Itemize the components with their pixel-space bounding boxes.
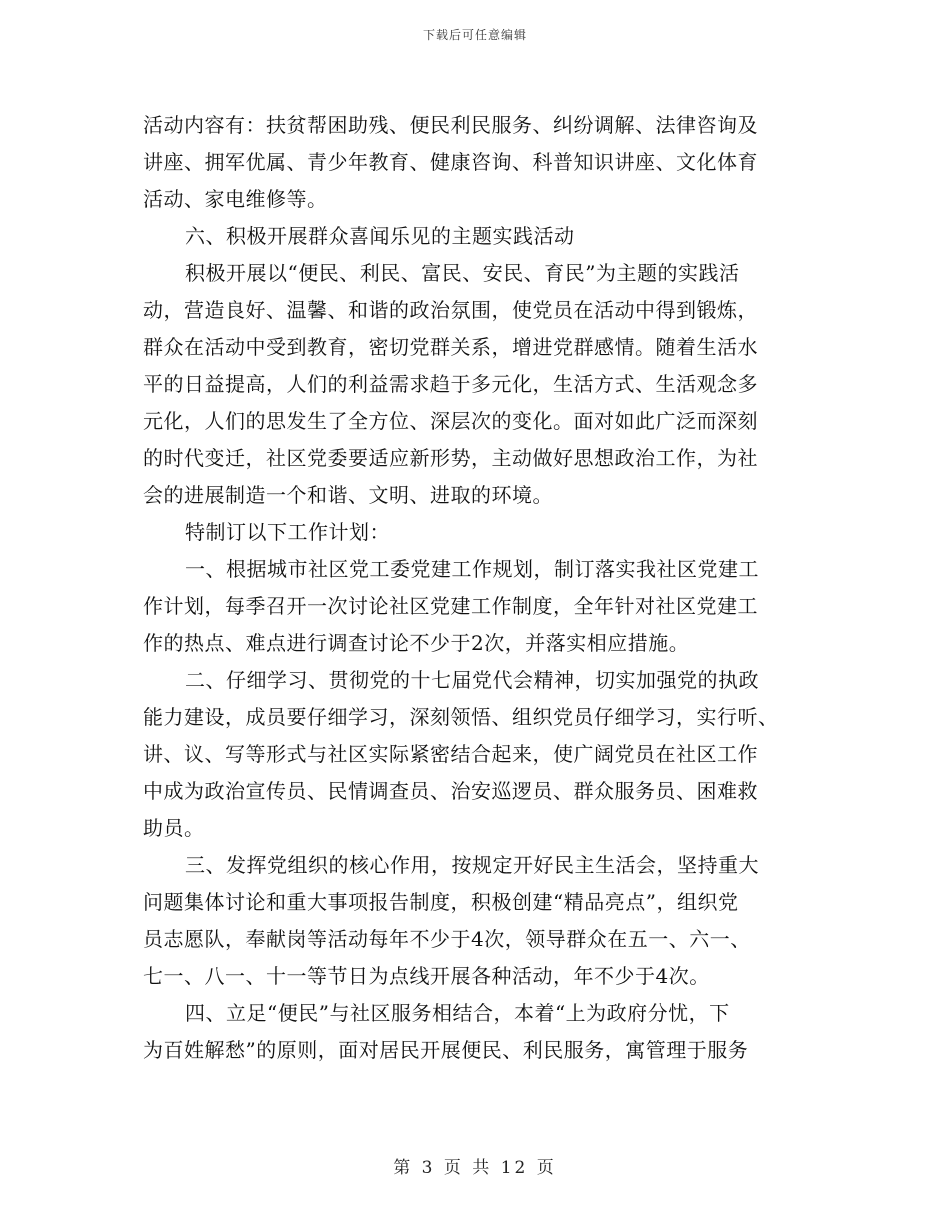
text-line: 讲座、拥军优属、青少年教育、健康咨询、科普知识讲座、文化体育	[143, 150, 758, 174]
text-line: 中成为政治宣传员、民情调查员、治安巡逻员、群众服务员、困难救	[143, 779, 758, 803]
document-body	[143, 107, 803, 1069]
text-line: 作的热点、难点进行调查讨论不少于2次，并落实相应措施。	[143, 631, 690, 655]
text-line: 为百姓解愁”的原则，面对居民开展便民、利民服务，寓管理于服务	[143, 1038, 749, 1062]
paragraph-8	[143, 995, 803, 1069]
text-line: 一、根据城市社区党工委党建工作规划，制订落实我社区党建工	[185, 557, 759, 581]
paragraph-4	[143, 514, 803, 551]
page-header: 下载后可任意编辑	[422, 28, 527, 42]
text-line: 员志愿队，奉献岗等活动每年不少于4次，领导群众在五一、六一、	[143, 927, 751, 951]
text-line: 活动内容有：扶贫帮困助残、便民利民服务、纠纷调解、法律咨询及	[143, 113, 758, 137]
page-number-footer: 第 3 页 共 12 页	[393, 1158, 557, 1178]
text-line: 四、立足“便民”与社区服务相结合，本着“上为政府分忧，下	[185, 1001, 730, 1025]
text-line: 问题集体讨论和重大事项报告制度，积极创建“精品亮点”，组织党	[143, 890, 739, 914]
paragraph-6	[143, 662, 803, 847]
text-line: 二、仔细学习、贯彻党的十七届党代会精神，切实加强党的执政	[185, 668, 759, 692]
paragraph-1	[143, 107, 803, 218]
text-line: 元化，人们的思发生了全方位、深层次的变化。面对如此广泛而深刻	[143, 409, 758, 433]
text-line: 作计划，每季召开一次讨论社区党建工作制度，全年针对社区党建工	[143, 594, 758, 618]
text-line: 七一、八一、十一等节日为点线开展各种活动，年不少于4次。	[143, 964, 710, 988]
text-line: 的时代变迁，社区党委要适应新形势，主动做好思想政治工作，为社	[143, 446, 758, 470]
text-line: 活动、家电维修等。	[143, 187, 328, 211]
section-heading-6	[143, 218, 803, 255]
text-line: 动，营造良好、温馨、和谐的政治氛围，使党员在活动中得到锻炼，	[143, 298, 758, 322]
paragraph-7	[143, 847, 803, 995]
text-line: 讲、议、写等形式与社区实际紧密结合起来，使广阔党员在社区工作	[143, 742, 758, 766]
text-line: 三、发挥党组织的核心作用，按规定开好民主生活会，坚持重大	[185, 853, 759, 877]
text-line: 能力建设，成员要仔细学习，深刻领悟、组织党员仔细学习，实行听、	[143, 705, 779, 729]
text-line: 特制订以下工作计划：	[185, 520, 390, 544]
text-line: 群众在活动中受到教育，密切党群关系，增进党群感情。随着生活水	[143, 335, 758, 359]
text-line: 会的进展制造一个和谐、文明、进取的环境。	[143, 483, 553, 507]
paragraph-3	[143, 255, 803, 514]
paragraph-5	[143, 551, 803, 662]
text-line: 六、积极开展群众喜闻乐见的主题实践活动	[185, 224, 575, 248]
text-line: 助员。	[143, 816, 205, 840]
text-line: 平的日益提高，人们的利益需求趋于多元化，生活方式、生活观念多	[143, 372, 758, 396]
text-line: 积极开展以“便民、利民、富民、安民、育民”为主题的实践活	[185, 261, 740, 285]
